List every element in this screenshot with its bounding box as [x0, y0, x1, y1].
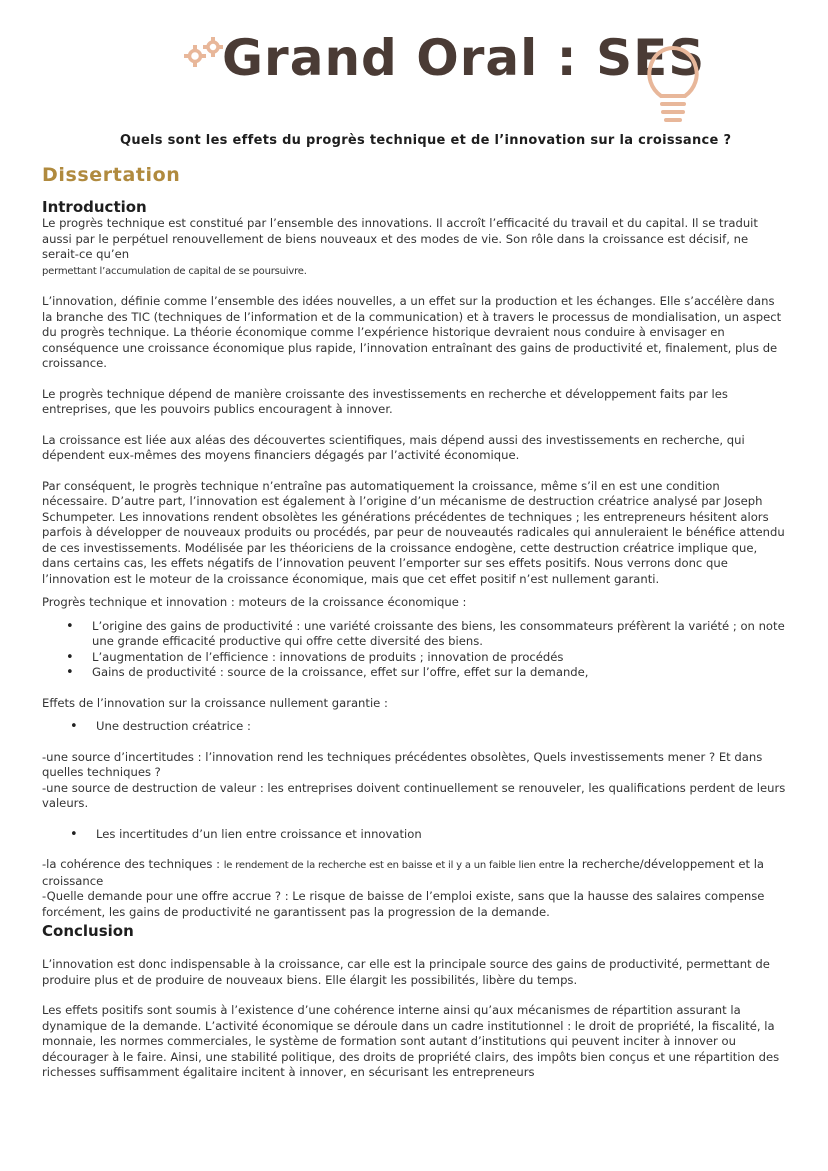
conclusion-body [42, 957, 788, 1081]
intro-paragraph-5: Par conséquent, le progrès technique n’entraîne pas automatiquement la croissance, même s’il en est une condition nécessaire. D’autre part, l’innovation est également à l’origine d’un mécanisme de destruction créatrice analysé par Joseph Schumpeter. Les innovations rendent obsolètes les générations précédentes de techniques ; les entrepreneurs hésitent alors parfois à développer de nouveaux produits ou procédés, par peur de nouveautés radicales qui annuleraient le bénéfice attendu de ces investissements. Modélisée par les théoriciens de la croissance endogène, cette destruction créatrice implique que, dans certains cas, les effets négatifs de l’innovation peuvent l’emporter sur ses effets positifs. Nous verrons donc que l’innovation est le moteur de la croissance économique, mais que cet effet positif n’est nullement garanti. [42, 478, 785, 586]
intro-p1-small: permettant l’accumulation de capital de se poursuivre. [42, 265, 307, 277]
conclusion-paragraph-2: Les effets positifs sont soumis à l’existence d’une cohérence interne ainsi qu’aux mécanismes de répartition assurant la dynamique de la demande. L’activité économique se déroule dans un cadre institutionnel : le droit de propriété, la fiscalité, la monnaie, les normes commerciales, le système de formation sont autant d’institutions qui peuvent inciter à innover ou décourager à le faire. Ainsi, une stabilité politique, des droits de propriété clairs, des impôts bien conçus et une répartition des richesses suffisamment égalitaire incitent à innover, en sécurisant les entrepreneurs [42, 1003, 780, 1079]
list-item: • L’origine des gains de productivité : une variété croissante des biens, les consommateurs préfèrent la variété ; on note une grande efficacité productive qui offre cette diversité des biens. [42, 619, 788, 650]
intro-paragraph-2: L’innovation, définie comme l’ensemble des idées nouvelles, a un effet sur la production et les échanges. Elle s’accélère dans la branche des TIC (techniques de l’information et de la communication) et à travers le processus de mondialisation, un aspect du progrès technique. La théorie économique comme l’expérience historique devraient nous conduire à envisager en conséquence une croissance économique plus rapide, l’innovation entraînant des gains de productivité et, finalement, plus de croissance. [42, 294, 782, 370]
part1-list [42, 619, 788, 681]
line3-a: -la cohérence des techniques : [42, 857, 224, 871]
conclusion-paragraph-1: L’innovation est donc indispensable à la croissance, car elle est la principale source des gains de productivité, permettant de produire plus et de produire de nouveaux biens. Elle élargit les possibilités, libère du temps. [42, 957, 770, 987]
list-item: • L’augmentation de l’efficience : innovations de produits ; innovation de procédés [42, 650, 788, 666]
conclusion-heading: Conclusion [42, 922, 134, 940]
part2-line-2: -une source de destruction de valeur : les entreprises doivent continuellement se renouveler, les qualifications perdent de leurs valeurs. [42, 780, 786, 810]
part2-line-4: -Quelle demande pour une offre accrue ? : Le risque de baisse de l’emploi existe, sans que la hausse des salaires compense forcément, les gains de productivité ne garantissent pas la progression de la demande. [42, 889, 765, 919]
page-title: Grand Oral : SES [222, 29, 706, 87]
part1-lead: Progrès technique et innovation : moteurs de la croissance économique : [42, 595, 467, 609]
intro-paragraph-3: Le progrès technique dépend de manière croissante des investissements en recherche et développement faits par les entreprises, que les pouvoirs publics encouragent à innover. [42, 386, 728, 416]
intro-paragraph-4: La croissance est liée aux aléas des découvertes scientifiques, mais dépend aussi des investissements en recherche, qui dépendent eux-mêmes des moyens financiers dégagés par l’activité économique. [42, 432, 745, 462]
part2-lead: Effets de l’innovation sur la croissance nullement garantie : [42, 695, 388, 710]
line3-c: la recherche/développement et la croissance [42, 857, 765, 888]
list-item: • Gains de productivité : source de la croissance, effet sur l’offre, effet sur la demande, [42, 665, 788, 681]
list-item: • Une destruction créatrice : [42, 719, 788, 735]
intro-paragraph-1 [42, 216, 788, 279]
intro-p1-text: Le progrès technique est constitué par l’ensemble des innovations. Il accroît l’efficacité du travail et du capital. Il se traduit aussi par le perpétuel renouvellement de biens nouveaux et des modes de vie. Son rôle dans la croissance est décisif, ne serait-ce qu’en [42, 216, 758, 261]
subtitle: Quels sont les effets du progrès technique et de l’innovation sur la croissance ? [120, 133, 732, 148]
header [0, 14, 828, 148]
line3-b: le rendement de la recherche est en baisse et il y a un faible lien entre [223, 860, 565, 871]
part2-list-2 [42, 827, 788, 843]
list-item: • Les incertitudes d’un lien entre croissance et innovation [42, 827, 788, 843]
gears-icon [183, 36, 227, 70]
lightbulb-icon [644, 42, 702, 128]
part2-line-1: -une source d’incertitudes : l’innovation rend les techniques précédentes obsolètes, Quels investissements mener ? Et dans quelles techniques ? [42, 749, 763, 779]
introduction-body [42, 216, 788, 920]
part2-line-3 [42, 857, 788, 889]
introduction-heading: Introduction [42, 198, 147, 216]
part2-list-1 [42, 719, 788, 735]
section-title: Dissertation [42, 164, 181, 186]
